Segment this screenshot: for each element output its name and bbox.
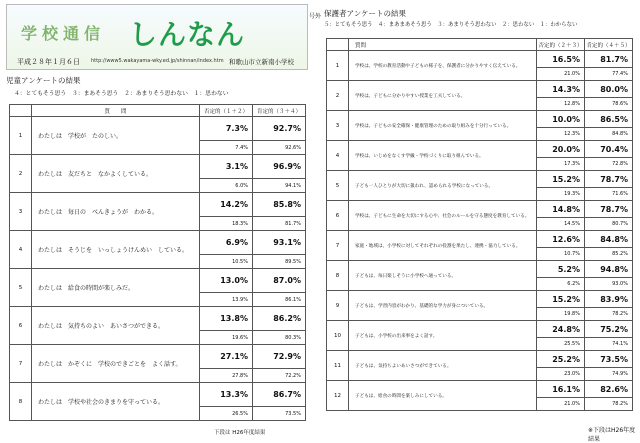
positive-value: 78.7% [585,201,633,218]
question-text: 学校は、子どもに生命を大切にする心や、社会のルールを守る態度を教育している。 [349,201,537,231]
positive-value-previous: 78.2% [585,398,633,411]
table-row [10,155,306,179]
parent-survey-legend: ５：とてもそう思う ４：まあまあそう思う ３：あまりそう思わない ２：思わない １：わからない [324,22,578,28]
positive-value-previous: 72.2% [253,369,306,383]
positive-value: 93.1% [253,231,306,255]
question-text: わたしは 友だちと なかよくしている。 [32,155,200,193]
positive-value-previous: 85.2% [585,248,633,261]
negative-value-previous: 6.2% [537,278,585,291]
negative-value-previous: 19.6% [200,331,253,345]
positive-value: 83.9% [585,291,633,308]
question-text: 子ども一人ひとりが大切に扱われ、認められる学校になっている。 [349,171,537,201]
negative-value-previous: 12.3% [537,128,585,141]
newsletter-masthead [6,4,321,70]
question-text: 学校は、子どもの安全確保・健康管理のための取り組みを十分行っている。 [349,111,537,141]
negative-value: 3.1% [200,155,253,179]
negative-value-previous: 17.3% [537,158,585,171]
question-number: 7 [10,345,32,383]
question-number: 4 [327,141,349,171]
question-number: 4 [10,231,32,269]
table-row [327,321,633,338]
question-text: 子どもは、小学校の出来事をよく話す。 [349,321,537,351]
header-negative: 否定的（１＋２） [200,105,253,117]
question-number: 6 [327,201,349,231]
question-number: 11 [327,351,349,381]
negative-value: 16.5% [537,51,585,68]
child-survey-legend: ４：とてもそう思う ３：まあそう思う ２：あまりそう思わない １：思わない [14,91,229,97]
positive-value-previous: 81.7% [253,217,306,231]
negative-value: 14.2% [200,193,253,217]
negative-value: 24.8% [537,321,585,338]
negative-value-previous: 21.0% [537,398,585,411]
header-number [327,39,349,51]
negative-value-previous: 10.5% [200,255,253,269]
negative-value-previous: 25.5% [537,338,585,351]
question-text: 子どもは、毎日楽しそうに小学校へ通っている。 [349,261,537,291]
issue-date: 平成２８年１月６日 [17,58,80,66]
table-row [10,193,306,217]
negative-value: 27.1% [200,345,253,369]
negative-value: 14.3% [537,81,585,98]
positive-value: 70.4% [585,141,633,158]
question-text: わたしは そうじを いっしょうけんめい している。 [32,231,200,269]
header-question: 質 問 [32,105,200,117]
table-row [327,141,633,158]
table-row [10,383,306,407]
parent-survey-title: 保護者アンケートの結果 [324,9,407,18]
table-row [10,345,306,369]
positive-value: 82.6% [585,381,633,398]
table-row [10,269,306,293]
table-row [327,261,633,278]
school-name: 和歌山市立新南小学校 [229,58,294,66]
table-row [327,381,633,398]
positive-value-previous: 78.2% [585,308,633,321]
positive-value-previous: 94.1% [253,179,306,193]
negative-value: 13.8% [200,307,253,331]
positive-value: 73.5% [585,351,633,368]
question-number: 7 [327,231,349,261]
table-row [10,117,306,141]
table-row [10,231,306,255]
header-positive: 肯定的（３＋４） [253,105,306,117]
positive-value-previous: 77.4% [585,68,633,81]
positive-value: 96.9% [253,155,306,179]
negative-value-previous: 19.3% [537,188,585,201]
positive-value-previous: 80.3% [253,331,306,345]
negative-value-previous: 13.9% [200,293,253,307]
question-text: わたしは 給食の時間が楽しみだ。 [32,269,200,307]
positive-value: 92.7% [253,117,306,141]
positive-value: 78.7% [585,171,633,188]
question-text: 学校は、学校の教育活動や子どもの様子を、保護者に分かりやすく伝えている。 [349,51,537,81]
negative-value: 25.2% [537,351,585,368]
header-negative: 否定的（２＋３） [537,39,585,51]
negative-value: 7.3% [200,117,253,141]
positive-value-previous: 71.6% [585,188,633,201]
table-row [327,51,633,68]
table-row [327,111,633,128]
parent-footnote: ※下段はH26年度結果 [588,427,636,443]
positive-value-previous: 84.8% [585,128,633,141]
school-url[interactable]: http://www5.wakayama-wky.ed.jp/shinnan/index.htm [91,58,224,64]
positive-value: 85.8% [253,193,306,217]
question-text: わたしは 学校や社会のきまりを守っている。 [32,383,200,421]
question-number: 5 [327,171,349,201]
negative-value: 13.3% [200,383,253,407]
question-number: 6 [10,307,32,345]
negative-value: 5.2% [537,261,585,278]
question-text: 家庭・地域は、小学校に対してそれぞれの役割を果たし、連携・協力している。 [349,231,537,261]
question-number: 2 [327,81,349,111]
table-row [327,291,633,308]
positive-value-previous: 93.0% [585,278,633,291]
positive-value-previous: 74.1% [585,338,633,351]
positive-value: 80.0% [585,81,633,98]
positive-value: 81.7% [585,51,633,68]
negative-value-previous: 12.8% [537,98,585,111]
positive-value-previous: 86.1% [253,293,306,307]
negative-value-previous: 27.8% [200,369,253,383]
negative-value-previous: 6.0% [200,179,253,193]
issue-label: 号外 [308,13,321,20]
newsletter-title: しんなん [129,18,246,51]
negative-value: 20.0% [537,141,585,158]
positive-value-previous: 74.9% [585,368,633,381]
negative-value-previous: 21.0% [537,68,585,81]
question-text: わたしは 学校が たのしい。 [32,117,200,155]
negative-value: 15.2% [537,291,585,308]
question-text: 学校は、子どもに分かりやすい授業を工夫している。 [349,81,537,111]
question-text: 子どもは、給食の時間を楽しみにしている。 [349,381,537,411]
parent-survey-table [326,38,633,411]
child-footnote: 下段は H26年度結果 [214,430,266,436]
question-text: わたしは かぞくに 学校のできごとを よく話す。 [32,345,200,383]
question-number: 3 [327,111,349,141]
negative-value-previous: 10.7% [537,248,585,261]
negative-value-previous: 26.5% [200,407,253,421]
masthead-kanji: 学校通信 [21,24,106,43]
question-text: わたしは 毎日の べんきょうが わかる。 [32,193,200,231]
question-number: 3 [10,193,32,231]
question-number: 8 [10,383,32,421]
question-number: 5 [10,269,32,307]
negative-value-previous: 19.8% [537,308,585,321]
question-number: 1 [327,51,349,81]
positive-value-previous: 73.5% [253,407,306,421]
table-row [327,351,633,368]
header-number [10,105,32,117]
positive-value-previous: 80.7% [585,218,633,231]
positive-value: 87.0% [253,269,306,293]
header-positive: 肯定的（４＋５） [585,39,633,51]
positive-value: 84.8% [585,231,633,248]
right-page [318,0,640,443]
child-survey-title: 児童アンケートの結果 [6,76,81,85]
table-row [10,307,306,331]
positive-value: 94.8% [585,261,633,278]
negative-value: 16.1% [537,381,585,398]
question-number: 12 [327,381,349,411]
question-number: 9 [327,291,349,321]
question-text: 学校は、いじめをなくす学級・学校づくりに取り組んでいる。 [349,141,537,171]
negative-value: 10.0% [537,111,585,128]
negative-value-previous: 23.0% [537,368,585,381]
table-row [327,201,633,218]
header-question: 質問 [349,39,537,51]
negative-value-previous: 7.4% [200,141,253,155]
positive-value: 72.9% [253,345,306,369]
negative-value-previous: 18.3% [200,217,253,231]
positive-value: 86.7% [253,383,306,407]
negative-value: 6.9% [200,231,253,255]
positive-value: 86.5% [585,111,633,128]
positive-value-previous: 78.6% [585,98,633,111]
table-row [327,171,633,188]
positive-value-previous: 72.8% [585,158,633,171]
question-text: 子どもは、気持ちよいあいさつができている。 [349,351,537,381]
question-number: 10 [327,321,349,351]
question-number: 2 [10,155,32,193]
positive-value-previous: 89.5% [253,255,306,269]
negative-value: 15.2% [537,171,585,188]
question-number: 8 [327,261,349,291]
question-number: 1 [10,117,32,155]
question-text: 子どもは、学習内容がわかり、基礎的な学力が身についている。 [349,291,537,321]
question-text: わたしは 気持ちのよい あいさつができる。 [32,307,200,345]
positive-value-previous: 92.6% [253,141,306,155]
negative-value-previous: 14.5% [537,218,585,231]
negative-value: 13.0% [200,269,253,293]
table-row [327,81,633,98]
negative-value: 12.6% [537,231,585,248]
negative-value: 14.8% [537,201,585,218]
positive-value: 86.2% [253,307,306,331]
positive-value: 75.2% [585,321,633,338]
child-survey-table [9,104,306,421]
left-page [0,0,321,437]
table-row [327,231,633,248]
